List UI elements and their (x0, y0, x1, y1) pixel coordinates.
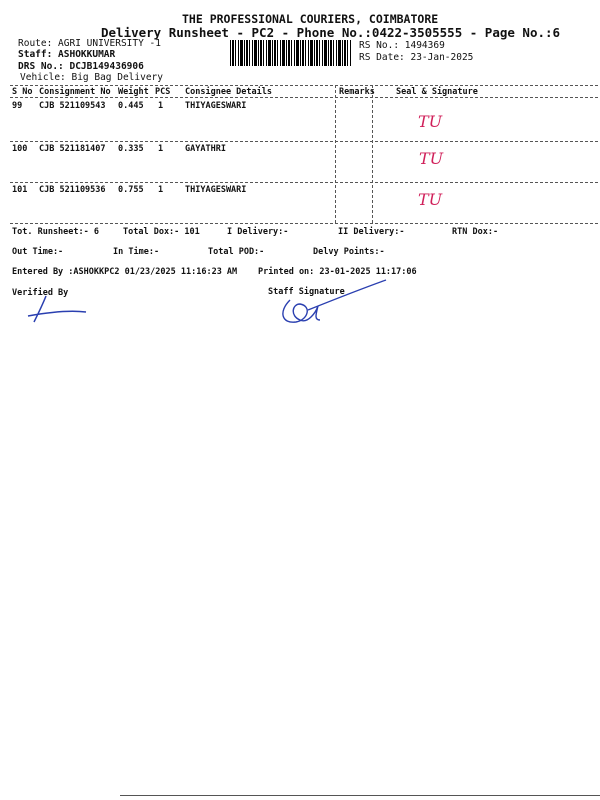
rs-date: RS Date: 23-Jan-2025 (359, 52, 474, 63)
cell-consignee: THIYAGESWARI (185, 101, 247, 111)
verified-by-label: Verified By (12, 288, 69, 298)
column-divider (335, 85, 336, 223)
cell-pcs: 1 (158, 185, 164, 195)
row-rule (10, 182, 598, 183)
i-delivery: I Delivery:- (227, 227, 289, 237)
printed-on: Printed on: 23-01-2025 11:17:06 (258, 267, 417, 277)
vehicle: Vehicle: Big Bag Delivery (20, 72, 163, 83)
cell-consignment: CJB 521109536 (39, 185, 106, 195)
out-time: Out Time:- (12, 247, 64, 257)
col-header-pcs: PCS (155, 87, 171, 97)
runsheet-subtitle: Delivery Runsheet - PC2 - Phone No.:0422-3505555 - Page No.:6 (101, 25, 561, 40)
route: Route: AGRI UNIVERSITY -1 (18, 38, 161, 49)
col-header-seal: Seal & Signature (396, 87, 478, 97)
col-header-sno: S No (12, 87, 33, 97)
page-bottom-rule (120, 795, 600, 796)
company-name: THE PROFESSIONAL COURIERS, COIMBATORE (182, 12, 439, 26)
col-header-weight: Weight (118, 87, 149, 97)
total-pod: Total POD:- (208, 247, 265, 257)
cell-consignee: GAYATHRI (185, 144, 226, 154)
column-divider (372, 85, 373, 223)
cell-pcs: 1 (158, 101, 164, 111)
handwritten-initials: TU (419, 149, 444, 168)
drs-number: DRS No.: DCJB149436906 (18, 61, 144, 72)
tot-runsheet: Tot. Runsheet:- 6 (12, 227, 99, 237)
col-header-remarks: Remarks (339, 87, 375, 97)
cell-weight: 0.755 (118, 185, 144, 195)
rs-number: RS No.: 1494369 (359, 40, 445, 51)
in-time: In Time:- (113, 247, 160, 257)
cell-sno: 100 (12, 144, 28, 154)
handwritten-initials: TU (418, 190, 443, 209)
staff: Staff: ASHOKKUMAR (18, 49, 116, 60)
cell-consignment: CJB 521181407 (39, 144, 106, 154)
cell-weight: 0.335 (118, 144, 144, 154)
ii-delivery: II Delivery:- (338, 227, 405, 237)
cell-pcs: 1 (158, 144, 164, 154)
col-header-consignment: Consignment No (39, 87, 111, 97)
cell-consignment: CJB 521109543 (39, 101, 106, 111)
staff-signature-scribble (268, 276, 398, 336)
header-bottom-rule (10, 97, 598, 98)
rtn-dox: RTN Dox:- (452, 227, 499, 237)
col-header-consignee: Consignee Details (185, 87, 272, 97)
delvy-points: Delvy Points:- (313, 247, 385, 257)
handwritten-initials: TU (418, 112, 443, 131)
row-rule (10, 141, 598, 142)
cell-weight: 0.445 (118, 101, 144, 111)
total-dox: Total Dox:- 101 (123, 227, 200, 237)
table-top-rule (10, 85, 598, 86)
entered-by: Entered By :ASHOKKPC2 01/23/2025 11:16:23 AM (12, 267, 238, 277)
staff-signature-label: Staff Signature (268, 287, 345, 297)
verified-by-signature (20, 292, 100, 332)
table-bottom-rule (10, 223, 598, 224)
cell-sno: 101 (12, 185, 28, 195)
cell-sno: 99 (12, 101, 23, 111)
barcode-image (230, 40, 352, 66)
cell-consignee: THIYAGESWARI (185, 185, 247, 195)
